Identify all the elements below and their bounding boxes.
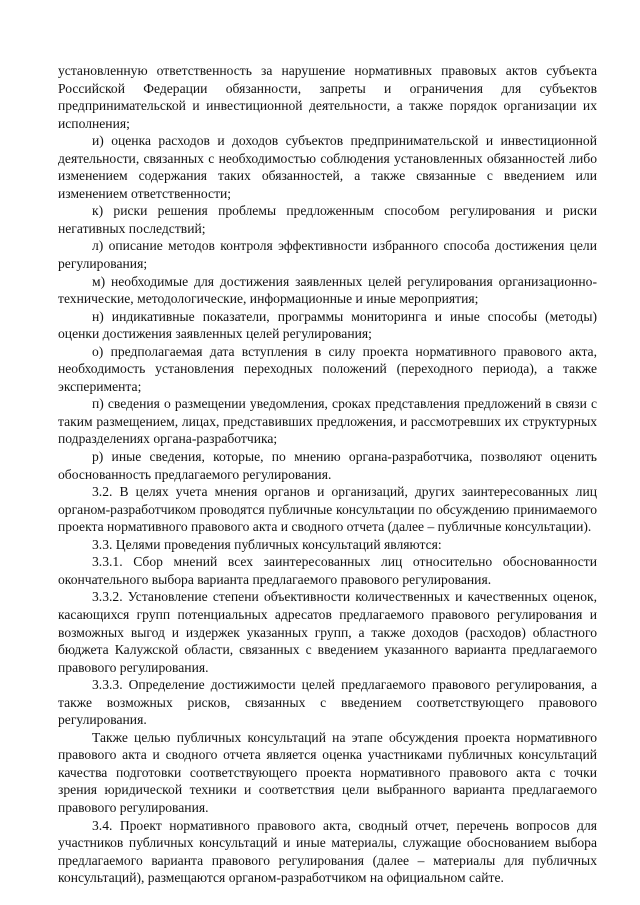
- paragraph-item-r: р) иные сведения, которые, по мнению органа-разработчика, позволяют оценить обоснованность предлагаемого регулирования.: [58, 449, 597, 482]
- paragraph-item-l: л) описание методов контроля эффективности избранного способа достижения цели регулирования;: [58, 238, 597, 272]
- paragraph-continuation: установленную ответственность за нарушение нормативных правовых актов субъекта Российской Федерации обязанности, запреты и ограничения для субъектов предпринимательской и инвестиционной деятельности, а также порядок организации их исполнения;: [58, 63, 597, 131]
- paragraph-item-n: н) индикативные показатели, программы мониторинга и иные способы (методы) оценки достижения заявленных целей регулирования;: [58, 308, 597, 342]
- paragraph-3-3-2: 3.3.2. Установление степени объективности количественных и качественных оценок, касающихся групп потенциальных адресатов предлагаемого правового регулирования и возможных выгод и издержек указанных групп, а также доходов (расходов) областного бюджета Калужской области, связанных с введением указанного варианта предлагаемого правового регулирования.: [58, 589, 597, 675]
- paragraph-3-3-3: 3.3.3. Определение достижимости целей предлагаемого правового регулирования, а также возможных рисков, связанных с введением соответствующего правового регулирования.: [58, 677, 597, 728]
- paragraph-consultation-goal: Также целью публичных консультаций на этапе обсуждения проекта нормативного правового акта и сводного отчета является оценка участниками публичных консультаций качества подготовки соответствующего проекта нормативного правового акта с точки зрения юридической техники и соответствия цели выбранного варианта предлагаемого правового регулирования.: [58, 729, 597, 815]
- paragraph-3-3-1: 3.3.1. Сбор мнений всех заинтересованных лиц относительно обоснованности окончательного выбора варианта предлагаемого правового регулирования.: [58, 554, 597, 587]
- paragraph-item-m: м) необходимые для достижения заявленных целей регулирования организационно-технические, методологические, информационные и иные мероприятия;: [58, 273, 597, 307]
- paragraph-item-k: к) риски решения проблемы предложенным способом регулирования и риски негативных последствий;: [58, 203, 597, 236]
- paragraph-item-p: п) сведения о размещении уведомления, сроках представления предложений в связи с таким размещением, лицах, представивших предложения, и рассмотревших их структурных подразделениях органа-разработчика;: [58, 396, 597, 447]
- paragraph-item-i: и) оценка расходов и доходов субъектов предпринимательской и инвестиционной деятельности, связанных с необходимостью соблюдения установленных обязанностей либо изменением содержания таких обязанностей, а также связанные с введением или изменением ответственности;: [58, 133, 597, 201]
- paragraph-3-4: 3.4. Проект нормативного правового акта, сводный отчет, перечень вопросов для участников публичных консультаций и иные материалы, служащие обоснованием выбора предлагаемого варианта правового регулирования (далее – материалы для публичных консультаций), размещаются органом-разработчиком на официальном сайте.: [58, 817, 597, 886]
- paragraph-3-2: 3.2. В целях учета мнения органов и организаций, других заинтересованных лиц органом-разработчиком проводятся публичные консультации по обсуждению принимаемого проекта нормативного правового акта и сводного отчета (далее – публичные консультации).: [58, 484, 597, 535]
- paragraph-3-3: 3.3. Целями проведения публичных консультаций являются:: [92, 536, 442, 552]
- document-page: [58, 62, 597, 887]
- paragraph-item-o: о) предполагаемая дата вступления в силу проекта нормативного правового акта, необходимость установления переходных положений (переходного периода), а также эксперимента;: [58, 343, 597, 394]
